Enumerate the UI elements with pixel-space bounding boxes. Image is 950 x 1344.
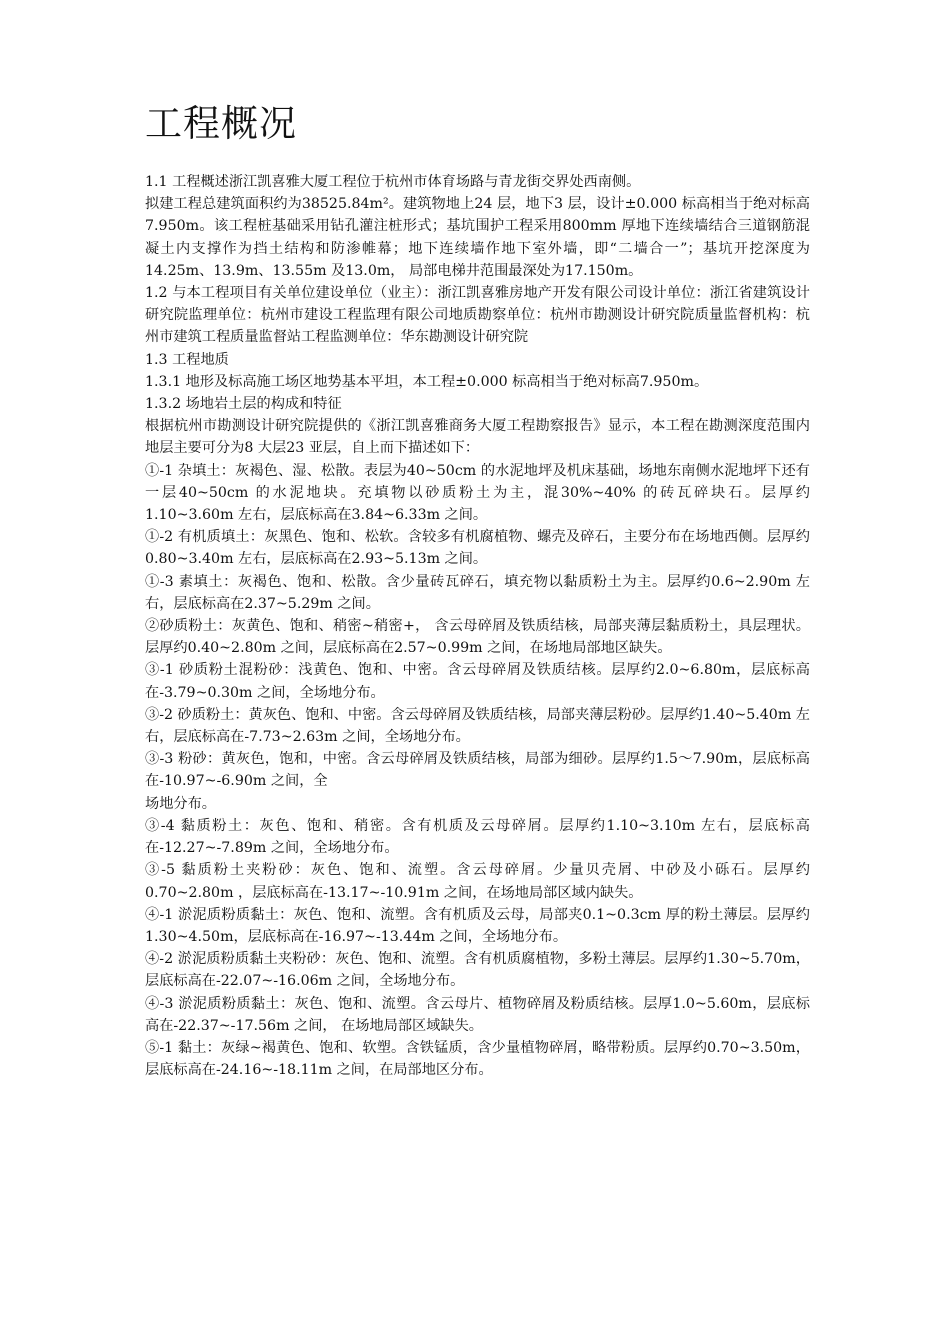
paragraph-layer-1-2: ①-2 有机质填土：灰黑色、饱和、松软。含较多有机腐植物、螺壳及碎石，主要分布在场地西侧。层厚约0.80~3.40m 左右，层底标高在2.93~5.13m 之间。 bbox=[145, 529, 810, 568]
paragraph-layer-3-3-cont: 场地分布。 bbox=[145, 795, 216, 812]
paragraph-layer-4-3: ④-3 淤泥质粉质黏土：灰色、饱和、流塑。含云母片、植物碎屑及粉质结核。层厚1.0~5.60m，层底标高在-22.37~-17.56m 之间， 在场地局部区域缺失。 bbox=[145, 995, 810, 1034]
page-title: 工程概况 bbox=[145, 102, 297, 145]
section-heading-strata: 1.3.2 场地岩土层的构成和特征 bbox=[145, 396, 342, 413]
paragraph-layer-3-1: ③-1 砂质粉土混粉砂：浅黄色、饱和、中密。含云母碎屑及铁质结核。层厚约2.0~6.80m，层底标高在-3.79~0.30m 之间，全场地分布。 bbox=[145, 662, 810, 701]
paragraph-building-scale: 拟建工程总建筑面积约为38525.84m²。建筑物地上24 层，地下3 层，设计±0.000 标高相当于绝对标高7.950m。该工程桩基础采用钻孔灌注桩形式；基坑围护工程采用800mm 厚地下连续墙结合三道钢筋混凝土内支撑作为挡土结构和防渗帷幕；地下连续墙作地下室外墙，即“二墙合一”；基坑开挖深度为14.25m、13.9m、13.55m 及13.0m， 局部电梯井范围最深处为17.150m。 bbox=[145, 196, 810, 279]
paragraph-layer-3-4: ③-4 黏质粉土：灰色、饱和、稍密。含有机质及云母碎屑。层厚约1.10~3.10m 左右，层底标高在-12.27~-7.89m 之间，全场地分布。 bbox=[145, 817, 810, 857]
section-heading-geology: 1.3 工程地质 bbox=[145, 351, 229, 368]
paragraph-layer-3-5: ③-5 黏质粉土夹粉砂：灰色、饱和、流塑。含云母碎屑。少量贝壳屑、中砂及小砾石。层厚约0.70~2.80m ，层底标高在-13.17~-10.91m 之间，在场地局部区域内缺失。 bbox=[145, 862, 810, 901]
paragraph-survey-intro: 根据杭州市勘测设计研究院提供的《浙江凯喜雅商务大厦工程勘察报告》显示，本工程在勘测深度范围内地层主要可分为8 大层23 亚层，自上而下描述如下： bbox=[145, 418, 810, 457]
paragraph-related-units: 1.2 与本工程项目有关单位建设单位（业主）：浙江凯喜雅房地产开发有限公司设计单位：浙江省建筑设计研究院监理单位：杭州市建设工程监理有限公司地质勘察单位：杭州市勘测设计研究院质量监督机构：杭州市建筑工程质量监督站工程监测单位：华东勘测设计研究院 bbox=[145, 285, 810, 346]
paragraph-layer-4-2: ④-2 淤泥质粉质黏土夹粉砂：灰色、饱和、流塑。含有机质腐植物，多粉土薄层。层厚约1.30~5.70m， 层底标高在-22.07~-16.06m 之间，全场地分布。 bbox=[145, 951, 810, 990]
document-body bbox=[145, 171, 810, 1081]
paragraph-layer-3-3: ③-3 粉砂：黄灰色，饱和，中密。含云母碎屑及铁质结核，局部为细砂。层厚约1.5～7.90m，层底标高在-10.97~-6.90m 之间，全 bbox=[145, 751, 810, 790]
paragraph-terrain: 1.3.1 地形及标高施工场区地势基本平坦，本工程±0.000 标高相当于绝对标高7.950m。 bbox=[145, 373, 709, 390]
paragraph-overview: 1.1 工程概述浙江凯喜雅大厦工程位于杭州市体育场路与青龙街交界处西南侧。 bbox=[145, 174, 641, 190]
paragraph-layer-5-1: ⑤-1 黏土：灰绿~褐黄色、饱和、软塑。含铁锰质，含少量植物碎屑，略带粉质。层厚约0.70~3.50m， 层底标高在-24.16~-18.11m 之间，在局部地区分布。 bbox=[145, 1039, 810, 1079]
paragraph-layer-1-3: ①-3 素填土：灰褐色、饱和、松散。含少量砖瓦碎石，填充物以黏质粉土为主。层厚约0.6~2.90m 左右，层底标高在2.37~5.29m 之间。 bbox=[145, 573, 810, 612]
paragraph-layer-2: ②砂质粉土：灰黄色、饱和、稍密~稍密+， 含云母碎屑及铁质结核，局部夹薄层黏质粉土，具层理状。层厚约0.40~2.80m 之间，层底标高在2.57~0.99m 之间，在场地局部地区缺失。 bbox=[145, 618, 810, 657]
paragraph-layer-1-1: ①-1 杂填土：灰褐色、湿、松散。表层为40~50cm 的水泥地坪及机床基础，场地东南侧水泥地坪下还有一层40~50cm 的水泥地块。充填物以砂质粉土为主，混30%~40% 的砖瓦碎块石。层厚约1.10~3.60m 左右，层底标高在3.84~6.33m 之间。 bbox=[145, 462, 810, 524]
paragraph-layer-4-1: ④-1 淤泥质粉质黏土：灰色、饱和、流塑。含有机质及云母，局部夹0.1~0.3cm 厚的粉土薄层。层厚约1.30~4.50m，层底标高在-16.97~-13.44m 之间，全场地分布。 bbox=[145, 906, 810, 945]
paragraph-layer-3-2: ③-2 砂质粉土：黄灰色、饱和、中密。含云母碎屑及铁质结核，局部夹薄层粉砂。层厚约1.40~5.40m 左右，层底标高在-7.73~2.63m 之间，全场地分布。 bbox=[145, 706, 810, 746]
